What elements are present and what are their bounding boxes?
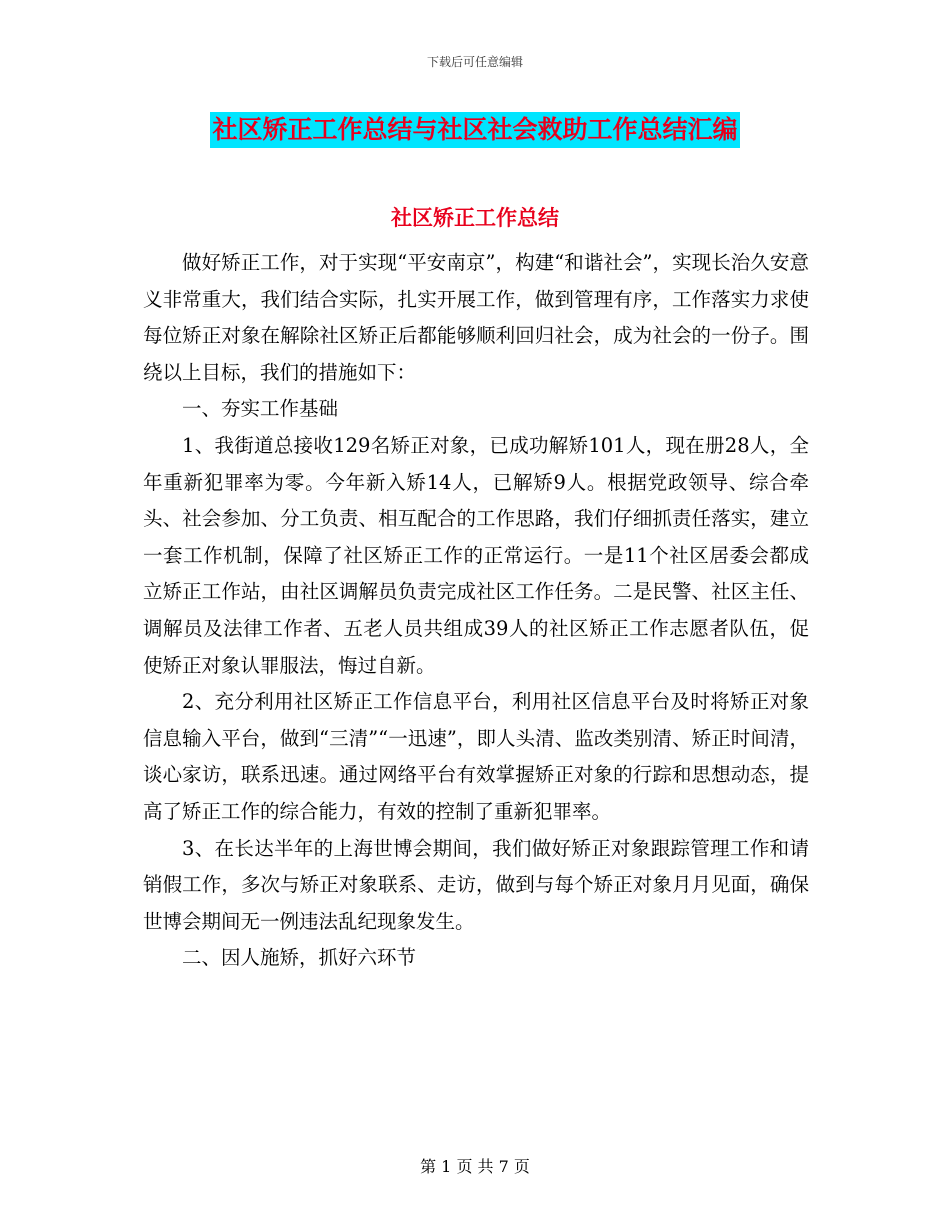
paragraph-intro: 做好矫正工作，对于实现“平安南京”，构建“和谐社会”，实现长治久安意义非常重大，我们结合实际，扎实开展工作，做到管理有序，工作落实力求使每位矫正对象在解除社区矫正后都能够顺利回归社会，成为社会的一份子。围绕以上目标，我们的措施如下： — [143, 251, 809, 384]
document-title-wrapper — [0, 112, 950, 148]
paragraph-item-2: 2、充分利用社区矫正工作信息平台，利用社区信息平台及时将矫正对象信息输入平台，做到“三清”“一迅速”，即人头清、监改类别清、矫正时间清，谈心家访，联系迅速。通过网络平台有效掌握矫正对象的行踪和思想动态，提高了矫正工作的综合能力，有效的控制了重新犯罪率。 — [143, 690, 809, 823]
paragraph-item-3: 3、在长达半年的上海世博会期间，我们做好矫正对象跟踪管理工作和请销假工作，多次与矫正对象联系、走访，做到与每个矫正对象月月见面，确保世博会期间无一例违法乱纪现象发生。 — [143, 836, 809, 933]
paragraph-heading-1: 一、夯实工作基础 — [182, 397, 339, 421]
document-title: 社区矫正工作总结与社区社会救助工作总结汇编 — [210, 112, 739, 148]
paragraph-heading-2: 二、因人施矫，抓好六环节 — [182, 946, 417, 970]
section-title: 社区矫正工作总结 — [391, 205, 559, 230]
page-footer: 第 1 页 共 7 页 — [420, 1157, 530, 1176]
document-body — [143, 245, 809, 977]
paragraph-item-1: 1、我街道总接收129名矫正对象，已成功解矫101人，现在册28人，全年重新犯罪率为零。今年新入矫14人，已解矫9人。根据党政领导、综合牵头、社会参加、分工负责、相互配合的工作思路，我们仔细抓责任落实，建立一套工作机制，保障了社区矫正工作的正常运行。一是11个社区居委会都成立矫正工作站，由社区调解员负责完成社区工作任务。二是民警、社区主任、调解员及法律工作者、五老人员共组成39人的社区矫正工作志愿者队伍，促使矫正对象认罪服法，悔过自新。 — [143, 433, 809, 677]
header-note: 下载后可任意编辑 — [426, 55, 523, 69]
